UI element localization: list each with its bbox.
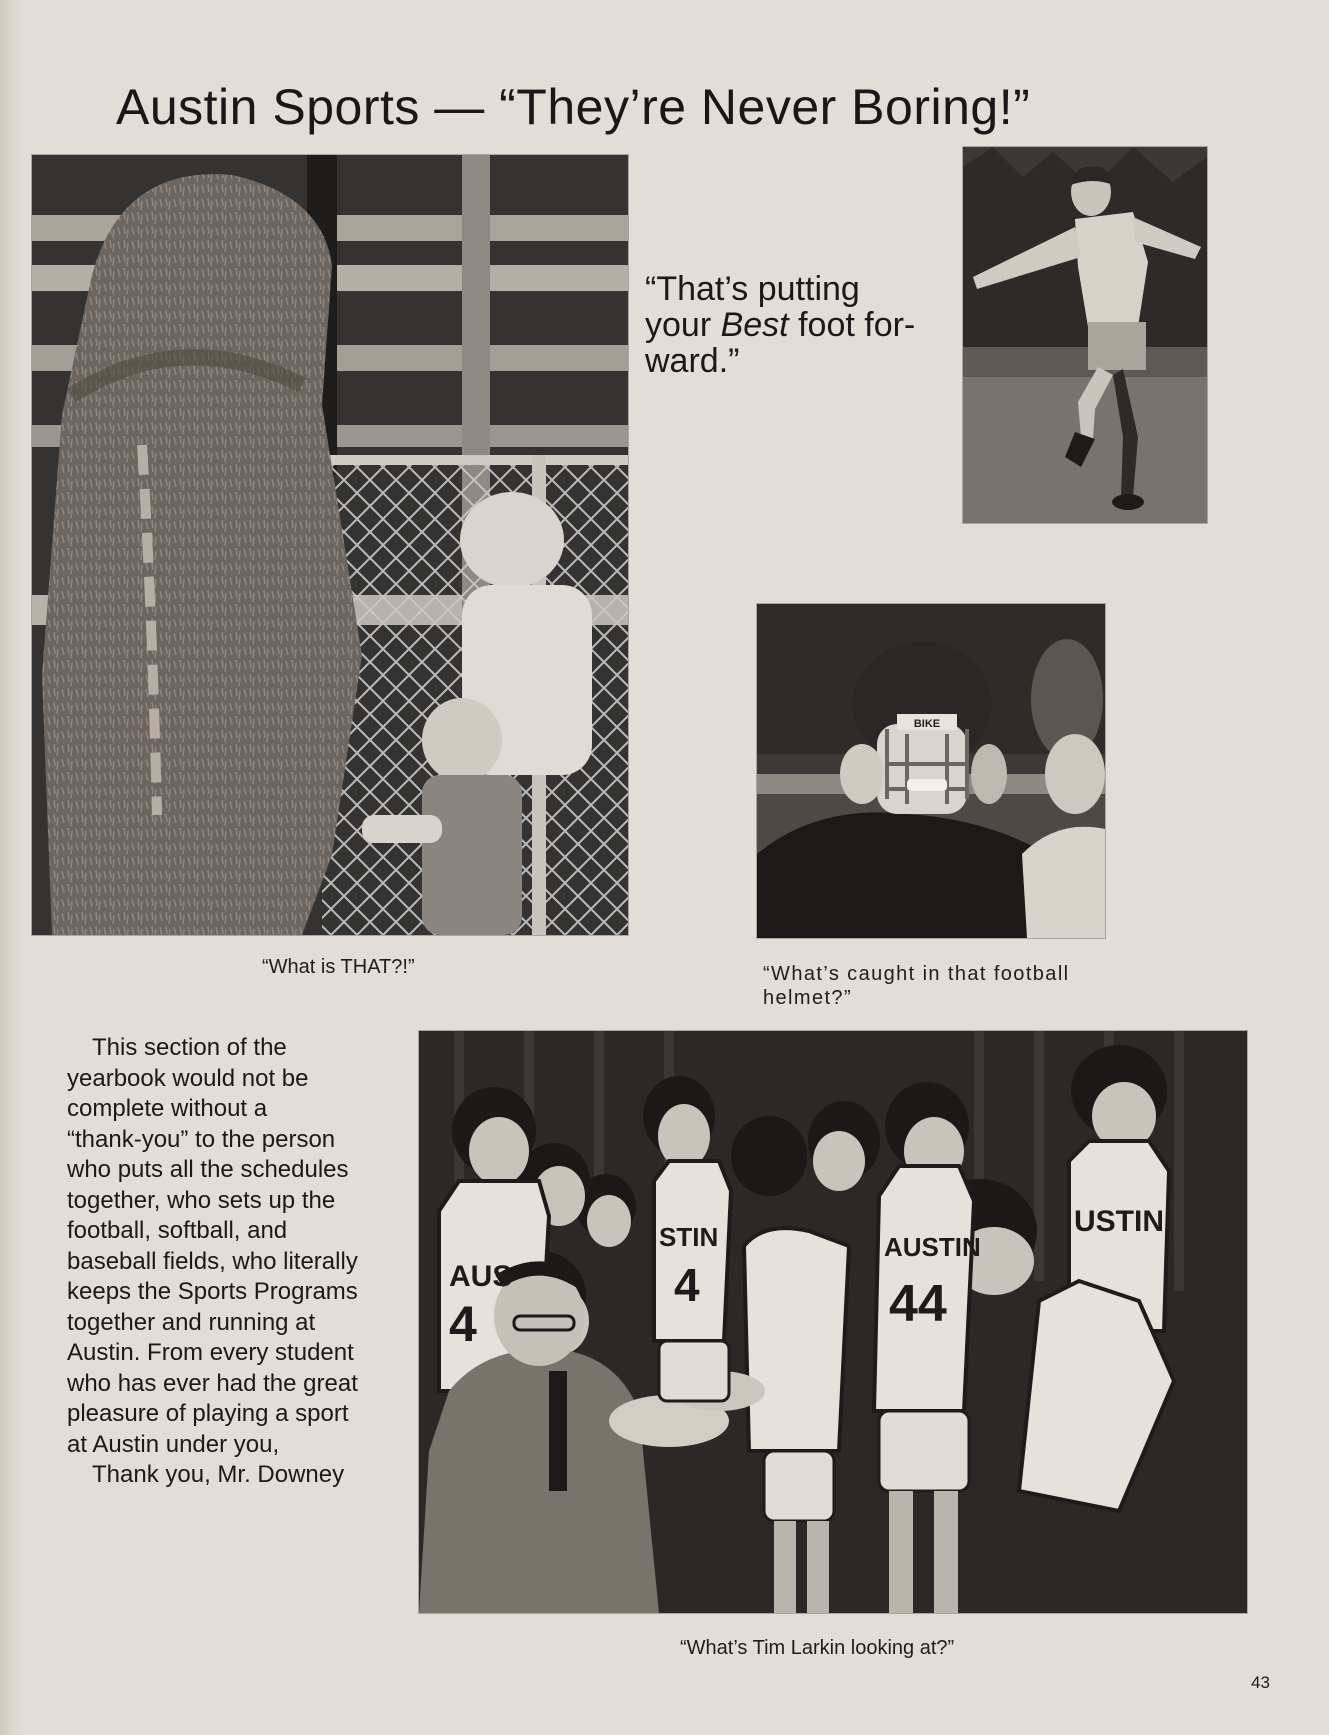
- body-line: keeps the Sports Programs: [67, 1278, 358, 1305]
- basketball-team-photo: [419, 1031, 1247, 1613]
- body-line: This section of the: [92, 1034, 287, 1061]
- body-line: football, softball, and: [67, 1217, 288, 1244]
- kicker-quote-line3: ward.”: [645, 342, 740, 380]
- football-caption-line2: helmet?”: [763, 987, 853, 1009]
- body-line: at Austin under you,: [67, 1430, 280, 1458]
- jersey-number: 4: [674, 1259, 700, 1311]
- mascot-photo-caption: “What is THAT?!”: [262, 956, 415, 978]
- helmet-label: BIKE: [913, 718, 941, 730]
- jersey-text: AUSTIN: [884, 1232, 981, 1262]
- page-binding-edge: [0, 0, 20, 1735]
- body-line: Austin. From every student: [67, 1339, 354, 1366]
- jersey-text: USTIN: [1074, 1205, 1164, 1238]
- football-photo-caption: [763, 962, 1070, 1010]
- jersey-text: STIN: [659, 1222, 719, 1252]
- thank-you-paragraph: [67, 1033, 412, 1491]
- body-line: baseball fields, who literally: [67, 1247, 358, 1275]
- body-line: complete without a: [67, 1095, 268, 1122]
- kicker-quote: [645, 271, 915, 379]
- page-title: Austin Sports — “They’re Never Boring!”: [116, 79, 1031, 135]
- body-line: together, who sets up the: [67, 1186, 336, 1214]
- football-caption-line1: “What’s caught in that football: [763, 963, 1070, 985]
- kicker-quote-line1: “That’s putting: [645, 270, 860, 308]
- basketball-photo-caption: “What’s Tim Larkin looking at?”: [680, 1637, 955, 1659]
- kicker-photo: [963, 147, 1207, 523]
- body-line: who has ever had the great: [67, 1369, 358, 1397]
- body-line: together and running at: [67, 1308, 316, 1336]
- body-signoff: Thank you, Mr. Downey: [92, 1461, 345, 1488]
- football-photo: [757, 604, 1105, 938]
- body-line: who puts all the schedules: [67, 1156, 349, 1183]
- body-line: yearbook would not be: [67, 1064, 309, 1092]
- kicker-quote-line2-post: foot for-: [788, 306, 916, 344]
- jersey-number: 4: [449, 1296, 477, 1352]
- body-line: pleasure of playing a sport: [67, 1400, 349, 1427]
- page-number: 43: [1251, 1673, 1270, 1692]
- body-line: “thank-you” to the person: [67, 1125, 336, 1153]
- jersey-text: AUS: [449, 1260, 513, 1293]
- kicker-quote-emphasis: Best: [720, 306, 789, 344]
- kicker-quote-line2-pre: your: [645, 306, 721, 344]
- jersey-number: 44: [889, 1275, 947, 1333]
- mascot-photo: [32, 155, 628, 935]
